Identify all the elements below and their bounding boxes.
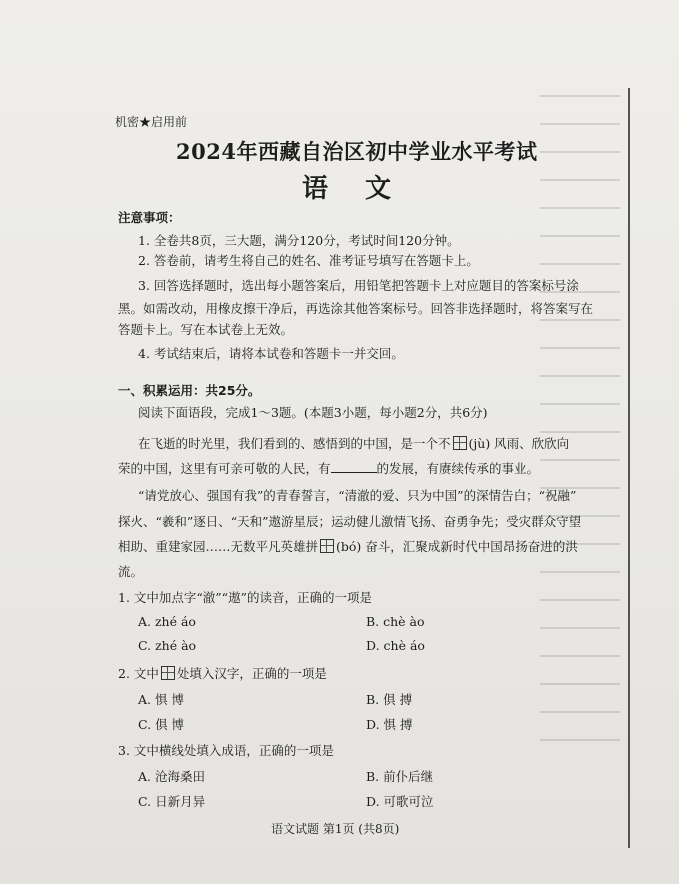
passage-text: 在飞逝的时光里，我们看到的、感悟到的中国，是一个不: [138, 436, 451, 451]
passage-line-4: 探火、“羲和”逐日、“天和”遨游星辰；运动健儿激情飞扬、奋勇争先；受灾群众守望: [118, 514, 582, 529]
blank-line: [331, 462, 377, 473]
notes-item-1: 1. 全卷共8页，三大题，满分120分，考试时间120分钟。: [138, 233, 460, 248]
notes-item-3-line3: 答题卡上。写在本试卷上无效。: [118, 322, 294, 337]
passage-text: 的发展，有赓续传承的事业。: [376, 461, 540, 476]
question-1-stem: 1. 文中加点字“澈”“遨”的读音，正确的一项是: [118, 590, 372, 605]
notes-item-4: 4. 考试结束后，请将本试卷和答题卡一并交回。: [138, 346, 404, 361]
passage-text: (jù) 风雨、欣欣向: [468, 436, 570, 451]
fill-box-icon: [161, 666, 175, 680]
question-3-option-a: A. 沧海桑田: [138, 769, 205, 784]
section1-instruction: 阅读下面语段，完成1～3题。(本题3小题，每小题2分，共6分): [138, 405, 488, 420]
question-2-option-c: C. 俱 博: [138, 717, 185, 732]
passage-text: 荣的中国，这里有可亲可敬的人民，有: [118, 461, 331, 476]
exam-title: 2024年西藏自治区初中学业水平考试: [176, 139, 538, 164]
notes-item-2: 2. 答卷前，请考生将自己的姓名、准考证号填写在答题卡上。: [138, 253, 479, 268]
passage-line-1: [138, 434, 569, 452]
passage-line-3: “请党放心、强国有我”的青春誓言，“清澈的爱、只为中国”的深情告白；“祝融”: [138, 488, 577, 503]
question-1-option-a: A. zhé áo: [138, 614, 196, 629]
passage-line-6: 流。: [118, 564, 144, 579]
fill-box-icon: [320, 539, 334, 553]
question-1-option-d: D. chè áo: [366, 638, 425, 653]
question-3-option-c: C. 日新月异: [138, 794, 206, 809]
question-text: 2. 文中: [118, 666, 159, 681]
section1-heading: 一、积累运用：共25分。: [118, 383, 261, 398]
fill-box-icon: [453, 436, 467, 450]
passage-line-5: [118, 537, 578, 555]
question-1-option-c: C. zhé ào: [138, 638, 197, 653]
subject-title: 语 文: [302, 174, 406, 204]
show-through-text: [540, 95, 620, 815]
notes-item-3-line1: 3. 回答选择题时，选出每小题答案后，用铅笔把答题卡上对应题目的答案标号涂: [138, 278, 579, 293]
question-2-option-d: D. 惧 搏: [366, 717, 413, 732]
page-fold-line: [628, 88, 630, 848]
notes-heading: 注意事项：: [118, 210, 181, 225]
question-3-stem: 3. 文中横线处填入成语，正确的一项是: [118, 743, 334, 758]
question-2-stem: [118, 664, 327, 682]
passage-text: (bó) 奋斗，汇聚成新时代中国昂扬奋进的洪: [336, 539, 578, 554]
page-footer: 语文试题 第1页 (共8页): [271, 822, 400, 836]
notes-item-3-line2: 黑。如需改动，用橡皮擦干净后，再选涂其他答案标号。回答非选择题时，将答案写在: [118, 301, 594, 316]
question-2-option-a: A. 惧 博: [138, 692, 184, 707]
question-1-option-b: B. chè ào: [366, 614, 425, 629]
question-2-option-b: B. 俱 搏: [366, 692, 413, 707]
secret-label: 机密★启用前: [115, 115, 188, 129]
question-3-option-b: B. 前仆后继: [366, 769, 434, 784]
passage-text: 相助、重建家园……无数平凡英雄拼: [118, 539, 319, 554]
question-text: 处填入汉字，正确的一项是: [176, 666, 327, 681]
passage-line-2: [118, 459, 539, 477]
question-3-option-d: D. 可歌可泣: [366, 794, 434, 809]
